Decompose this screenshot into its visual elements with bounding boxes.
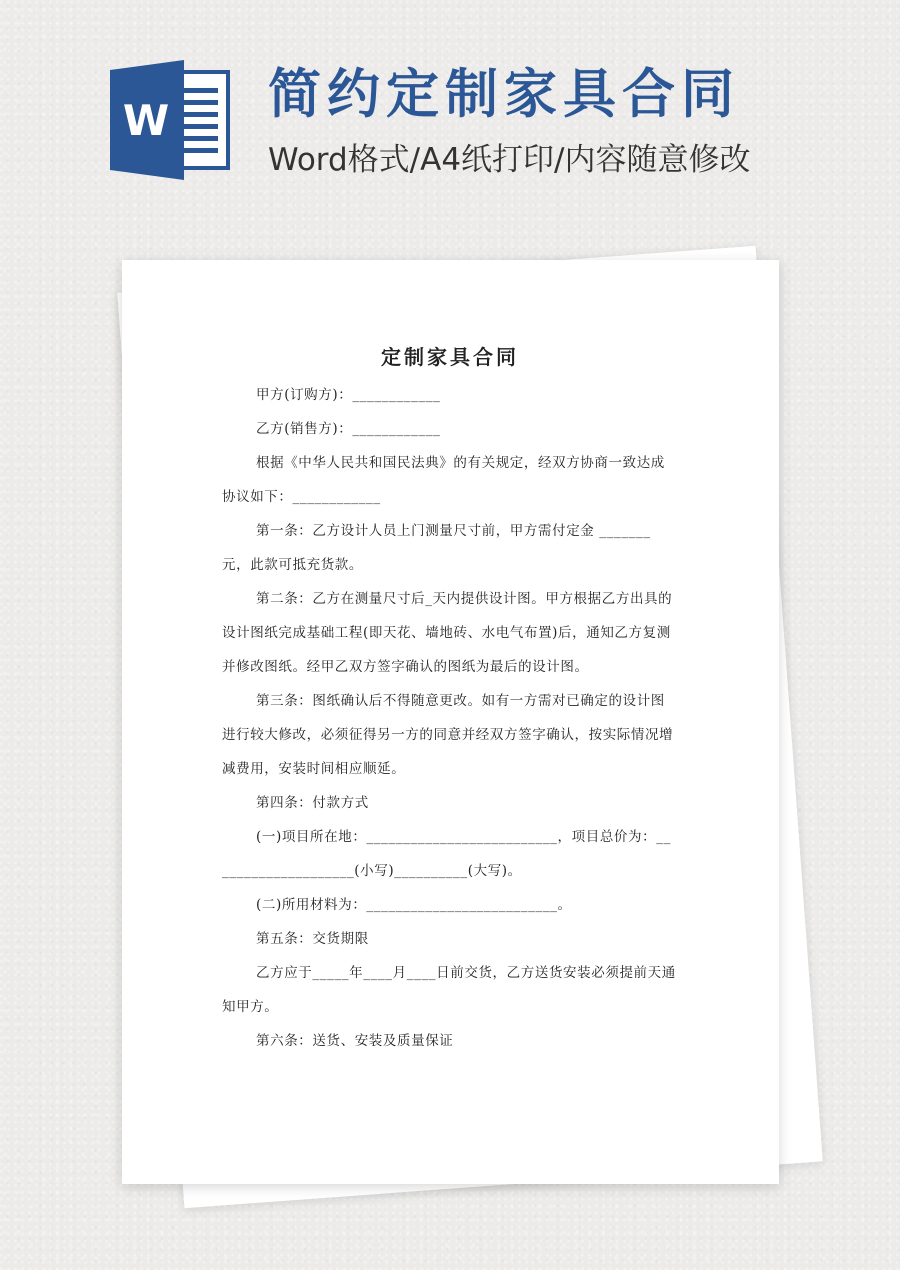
party-b-line: 乙方(销售方)：____________ bbox=[256, 421, 441, 437]
header-subtitle: Word格式/A4纸打印/内容随意修改 bbox=[268, 142, 751, 178]
preamble-paragraph: 根据《中华人民共和国民法典》的有关规定，经双方协商一致达成协议如下：____________ bbox=[222, 455, 665, 505]
article-2-paragraph: 第二条：乙方在测量尺寸后_天内提供设计图。甲方根据乙方出具的设计图纸完成基础工程(即天花、墙地砖、水电气布置)后，通知乙方复测并修改图纸。经甲乙双方签字确认的图纸为最后的设计图。 bbox=[222, 591, 673, 675]
document-page bbox=[122, 260, 779, 1184]
article-1-paragraph: 第一条：乙方设计人员上门测量尺寸前，甲方需付定金 _______元，此款可抵充货款。 bbox=[222, 523, 651, 573]
article-5-heading: 第五条：交货期限 bbox=[256, 931, 369, 947]
article-3-paragraph: 第三条：图纸确认后不得随意更改。如有一方需对已确定的设计图进行较大修改，必须征得另一方的同意并经双方签字确认，按实际情况增减费用，安装时间相应顺延。 bbox=[222, 693, 674, 777]
party-a-line: 甲方(订购方)：____________ bbox=[256, 387, 441, 403]
article-6-heading: 第六条：送货、安装及质量保证 bbox=[256, 1033, 454, 1049]
word-logo-letter: W bbox=[122, 96, 170, 145]
article-4-heading: 第四条：付款方式 bbox=[256, 795, 369, 811]
article-4-item-2: (二)所用材料为：__________________________。 bbox=[256, 897, 572, 913]
word-icon bbox=[110, 60, 232, 180]
article-4-item-1: (一)项目所在地：__________________________，项目总价为：____________________(小写)__________(大写)。 bbox=[222, 829, 671, 879]
article-5-paragraph: 乙方应于_____年____月____日前交货，乙方送货安装必须提前天通知甲方。 bbox=[222, 965, 676, 1015]
document-title: 定制家具合同 bbox=[381, 345, 519, 369]
document-body bbox=[222, 342, 678, 1058]
header-title: 简约定制家具合同 bbox=[268, 64, 740, 125]
